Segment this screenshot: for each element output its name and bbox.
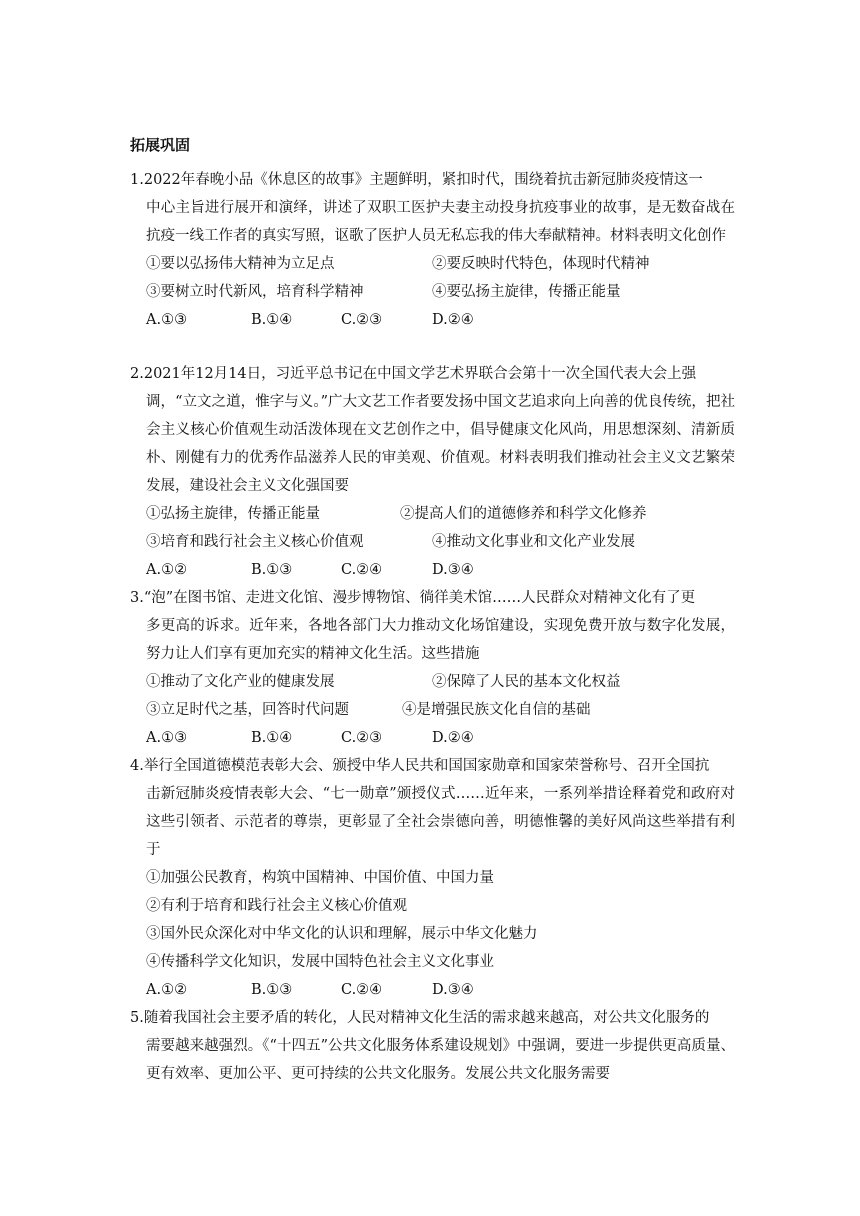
option: ④传播科学文化知识，发展中国特色社会主义文化事业 (146, 954, 494, 970)
stem-first-line: 随着我国社会主要矛盾的转化，人民对精神文化生活的需求越来越高，对公共文化服务的 (143, 1010, 710, 1026)
question-stem (130, 360, 735, 500)
question-stem (130, 166, 735, 250)
option-row (130, 528, 735, 556)
stem-continuation: 调，“立文之道，惟字与义。”广大文艺工作者要发扬中国文艺追求向上向善的优良传统，把社会主义核心价值观生动活泼体现在文艺创作之中，倡导健康文化风尚，用思想深刻、清新质朴、刚健有力的优秀作品滋养人民的审美观、价值观。材料表明我们推动社会主义文艺繁荣发展，建设社会主义文化强国要 (146, 394, 735, 494)
option: ④是增强民族文化自信的基础 (402, 702, 591, 718)
answer-choice-a: A.①② (146, 982, 188, 998)
answer-choice-b: B.①④ (251, 730, 293, 746)
stem-first-line: 2022年春晚小品《休息区的故事》主题鲜明，紧扣时代，围绕着抗击新冠肺炎疫情这一 (143, 172, 703, 188)
answer-choice-c: C.②④ (341, 562, 383, 578)
stem-first-line: 2021年12月14日，习近平总书记在中国文学艺术界联合会第十一次全国代表大会上强 (143, 366, 697, 382)
question-5 (130, 1004, 735, 1088)
answer-choices (130, 976, 735, 1004)
question-3 (130, 584, 735, 752)
stem-first-line: “泡”在图书馆、走进文化馆、漫步博物馆、徜徉美术馆……人民群众对精神文化有了更 (143, 590, 696, 606)
question-stem (130, 752, 735, 864)
stem-continuation: 多更高的诉求。近年来，各地各部门大力推动文化场馆建设，实现免费开放与数字化发展，努力让人们享有更加充实的精神文化生活。这些措施 (146, 618, 735, 662)
answer-choice-a: A.①② (146, 562, 188, 578)
answer-choice-d: D.②④ (432, 730, 474, 746)
answer-choice-d: D.③④ (432, 562, 474, 578)
question-number: 3. (130, 590, 144, 606)
stem-continuation: 击新冠肺炎疫情表彰大会、“七一勋章”颁授仪式……近年来，一系列举措诠释着党和政府对这些引领者、示范者的尊崇，更彰显了全社会崇德向善，明德惟馨的美好风尚这些举措有利于 (146, 786, 735, 858)
option: ③培育和践行社会主义核心价值观 (146, 534, 364, 550)
answer-choice-a: A.①③ (146, 730, 188, 746)
option: ①弘扬主旋律，传播正能量 (146, 506, 320, 522)
answer-choice-c: C.②③ (341, 312, 383, 328)
question-number: 5. (130, 1010, 144, 1026)
answer-choice-c: C.②③ (341, 730, 383, 746)
option-row (130, 696, 735, 724)
option: ③立足时代之基，回答时代问题 (146, 702, 349, 718)
option: ①推动了文化产业的健康发展 (146, 674, 335, 690)
question-stem (130, 584, 735, 668)
option: ①加强公民教育，构筑中国精神、中国价值、中国力量 (146, 870, 494, 886)
answer-choices (130, 556, 735, 584)
question-1 (130, 166, 735, 334)
question-number: 4. (130, 758, 144, 774)
question-number: 1. (130, 172, 144, 188)
option: ①要以弘扬伟大精神为立足点 (146, 256, 335, 272)
option-row (130, 500, 735, 528)
question-stem (130, 1004, 735, 1088)
stem-continuation: 需要越来越强烈。《“十四五”公共文化服务体系建设规划》中强调，要进一步提供更高质量、更有效率、更加公平、更可持续的公共文化服务。发展公共文化服务需要 (146, 1038, 735, 1082)
answer-choice-b: B.①③ (251, 982, 293, 998)
answer-choice-a: A.①③ (146, 312, 188, 328)
stem-continuation: 中心主旨进行展开和演绎，讲述了双职工医护夫妻主动投身抗疫事业的故事，是无数奋战在抗疫一线工作者的真实写照，讴歌了医护人员无私忘我的伟大奉献精神。材料表明文化创作 (146, 200, 735, 244)
option: ②有利于培育和践行社会主义核心价值观 (146, 898, 407, 914)
option-row (130, 668, 735, 696)
stem-first-line: 举行全国道德模范表彰大会、颁授中华人民共和国国家勋章和国家荣誉称号、召开全国抗 (143, 758, 710, 774)
answer-choices (130, 306, 735, 334)
section-title: 拓展巩固 (130, 136, 191, 154)
answer-choice-d: D.②④ (432, 312, 474, 328)
answer-choice-d: D.③④ (432, 982, 474, 998)
option: ④要弘扬主旋律，传播正能量 (432, 284, 621, 300)
answer-choice-c: C.②④ (341, 982, 383, 998)
option: ②提高人们的道德修养和科学文化修养 (400, 506, 647, 522)
answer-choices (130, 724, 735, 752)
answer-choice-b: B.①③ (251, 562, 293, 578)
option: ②要反映时代特色，体现时代精神 (432, 256, 650, 272)
answer-choice-b: B.①④ (251, 312, 293, 328)
question-number: 2. (130, 366, 144, 382)
question-2 (130, 360, 735, 584)
option-row (130, 278, 735, 306)
question-4 (130, 752, 735, 1004)
option-row (130, 250, 735, 278)
option: ③国外民众深化对中华文化的认识和理解，展示中华文化魅力 (146, 926, 538, 942)
option: ②保障了人民的基本文化权益 (432, 674, 621, 690)
option: ③要树立时代新风，培育科学精神 (146, 284, 364, 300)
option: ④推动文化事业和文化产业发展 (432, 534, 635, 550)
